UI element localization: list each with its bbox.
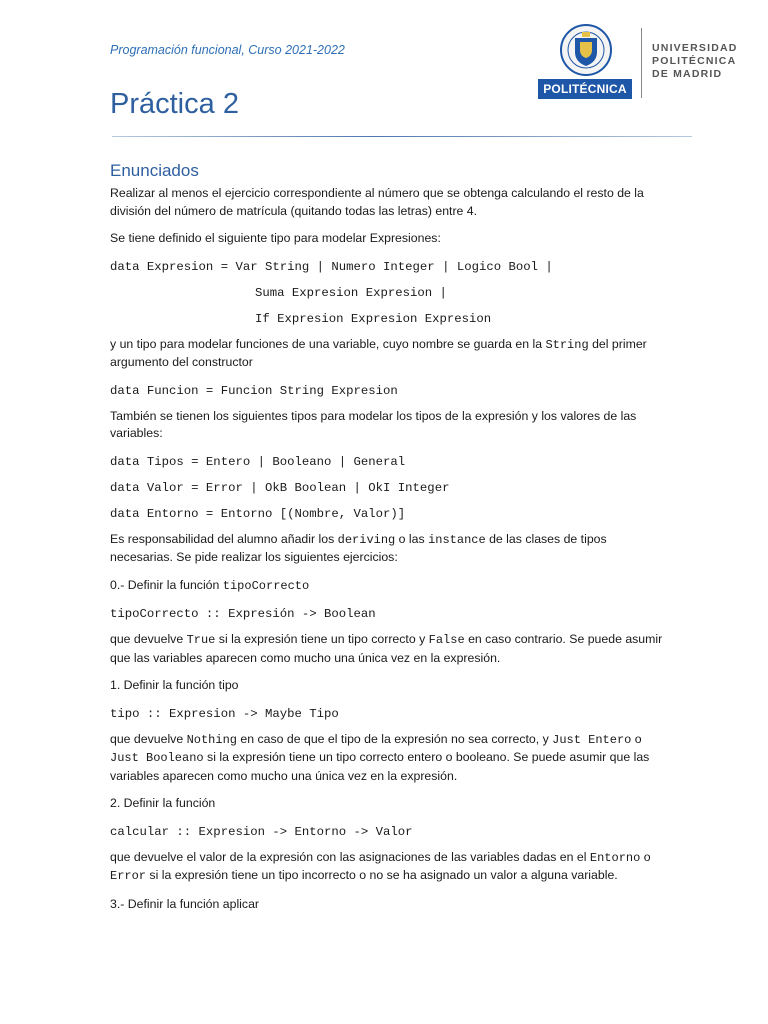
university-name: UNIVERSIDAD POLITÉCNICA DE MADRID [652,42,738,80]
university-seal-icon [558,24,614,78]
code-line: tipo :: Expresion -> Maybe Tipo [110,706,339,721]
paragraph-responsibility: Es responsabilidad del alumno añadir los deriving o las instance de las clases de tipos necesarias. Se pide realizar los siguientes ejercicios: [110,531,607,564]
paragraph-function-type: y un tipo para modelar funciones de una variable, cuyo nombre se guarda en la String del primer argumento del constructor [110,336,647,369]
exercise-0-heading: 0.- Definir la función tipoCorrecto [110,577,310,593]
paragraph-exercise-1: que devuelve Nothing en caso de que el tipo de la expresión no sea correcto, y Just Entero o Just Booleano si la expresión tiene un tipo correcto entero o booleano. Se puede asumir que las variables aparecen como mucho una única vez en la expresión. [110,731,650,783]
upm-logo [538,24,738,100]
section-heading: Enunciados [110,161,199,180]
paragraph-intro: Realizar al menos el ejercicio correspondiente al número que se obtenga calculando el resto de la división del número de matrícula (quitando todas las letras) entre 4. [110,186,644,218]
code-line: data Tipos = Entero | Booleano | General [110,454,406,469]
politecnica-brand: POLITÉCNICA [538,79,632,99]
course-header: Programación funcional, Curso 2021-2022 [110,43,345,57]
exercise-1-heading: 1. Definir la función tipo [110,678,239,692]
paragraph-exercise-0: que devuelve True si la expresión tiene un tipo correcto y False en caso contrario. Se puede asumir que las variables aparecen como mucho una única vez en la expresión. [110,632,663,665]
paragraph-value-types: También se tienen los siguientes tipos para modelar los tipos de la expresión y los valores de las variables: [110,408,637,440]
title-divider [112,136,692,137]
code-line: data Entorno = Entorno [(Nombre, Valor)] [110,506,406,521]
code-line: If Expresion Expresion Expresion [255,311,492,326]
exercise-3-heading: 3.- Definir la función aplicar [110,896,259,911]
code-line: Suma Expresion Expresion | [255,285,447,300]
logo-divider [641,28,642,98]
paragraph-exercise-2: que devuelve el valor de la expresión con las asignaciones de las variables dadas en el Entorno o Error si la expresión tiene un tipo incorrecto o no se ha asignado un valor a alguna variable. [110,849,651,883]
code-line: data Funcion = Funcion String Expresion [110,383,398,398]
exercise-2-heading: 2. Definir la función [110,796,216,810]
page-title: Práctica 2 [110,88,239,120]
code-line: data Valor = Error | OkB Boolean | OkI Integer [110,480,450,495]
code-line: data Expresion = Var String | Numero Integer | Logico Bool | [110,259,553,274]
document-body [110,185,670,923]
code-line: calcular :: Expresion -> Entorno -> Valor [110,824,413,839]
code-line: tipoCorrecto :: Expresión -> Boolean [110,607,376,621]
paragraph-expression-type: Se tiene definido el siguiente tipo para modelar Expresiones: [110,231,441,245]
